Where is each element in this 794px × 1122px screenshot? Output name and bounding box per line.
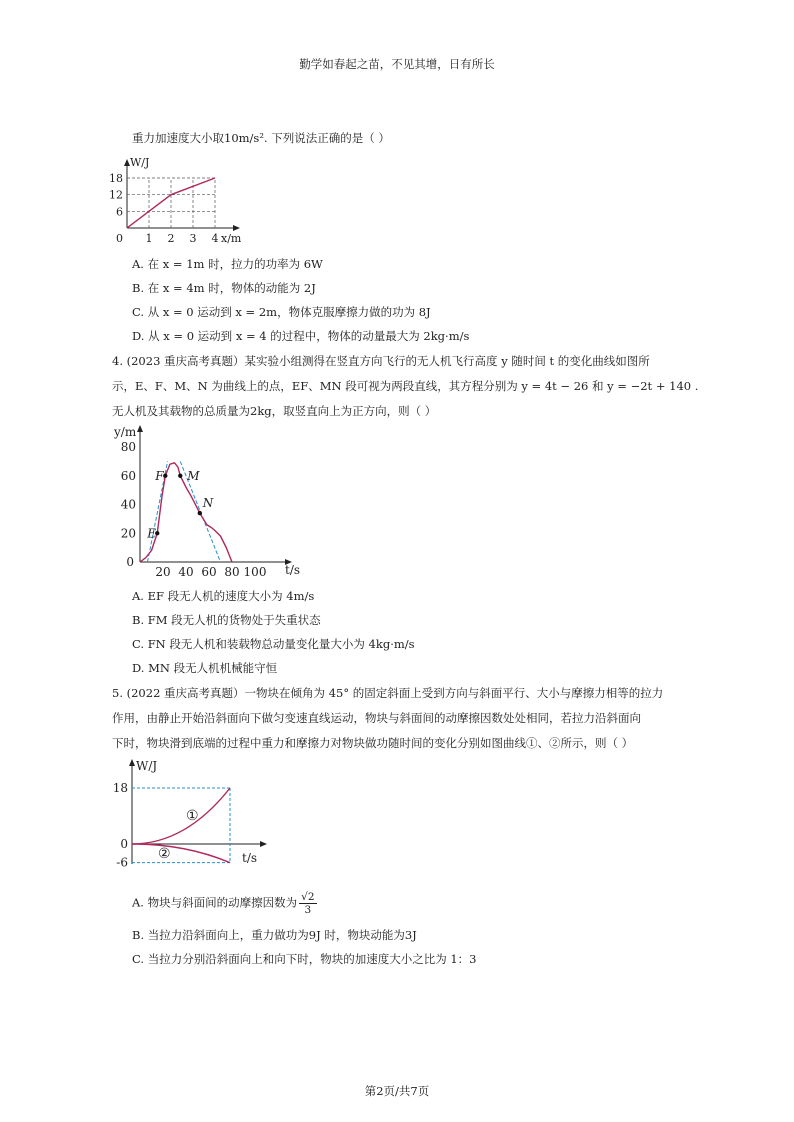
q3-stem-tail: 重力加速度大小取10m/s². 下列说法正确的是（ ） xyxy=(132,131,390,145)
q5-stem-line-1: 5. (2022 重庆高考真题）一物块在倾角为 45° 的固定斜面上受到方向与斜面平行、大小与摩擦力相等的拉力 xyxy=(112,686,664,700)
chart-1-x-tick: 2 xyxy=(167,232,175,245)
q3-option-a: A. 在 x = 1m 时，拉力的功率为 6W xyxy=(132,257,323,271)
chart-2-y-tick: 80 xyxy=(120,440,136,454)
chart-2-y-axis-arrow xyxy=(137,425,143,432)
chart-3 xyxy=(104,754,274,874)
q4-stem-line-3: 无人机及其载物的总质量为2kg，取竖直向上为正方向，则（ ） xyxy=(112,404,437,418)
fraction-numerator: √2 xyxy=(301,891,315,903)
chart-1-y-label: W/J xyxy=(130,156,150,169)
q4-option-b: B. FM 段无人机的货物处于失重状态 xyxy=(132,613,321,627)
chart-1-plot xyxy=(109,156,242,245)
chart-3-y-tick: -6 xyxy=(116,855,128,870)
chart-1-x-tick: 0 xyxy=(116,232,123,245)
chart-2-y-tick: 60 xyxy=(120,468,136,483)
q4-option-c: C. FN 段无人机和装载物总动量变化量大小为 4kg·m/s xyxy=(132,637,415,651)
chart-1-x-tick: 4 xyxy=(211,232,219,245)
chart-2-point xyxy=(163,474,167,478)
q3-option-d: D. 从 x = 0 运动到 x = 4 的过程中，物体的动量最大为 2kg·m/s xyxy=(132,329,470,343)
chart-1-x-label: x/m xyxy=(221,232,242,245)
q5-option-a xyxy=(132,891,317,916)
q5-option-a-text: A. 物块与斜面间的动摩擦因数为 xyxy=(132,895,298,910)
q4-option-d: D. MN 段无人机机械能守恒 xyxy=(132,661,278,675)
chart-2-point xyxy=(178,474,182,478)
chart-1-y-tick: 12 xyxy=(109,188,123,202)
chart-3-y-tick: 0 xyxy=(120,837,128,851)
chart-3-series-curve xyxy=(132,788,230,844)
chart-2 xyxy=(110,420,320,582)
chart-2-point-label: E xyxy=(147,526,157,541)
page-header: 勤学如春起之苗，不见其增，日有所长 xyxy=(299,57,495,71)
q5-option-a-fraction xyxy=(299,891,316,916)
chart-1-x-axis-arrow xyxy=(233,225,240,231)
q5-stem-line-2: 作用，由静止开始沿斜面向下做匀变速直线运动，物块与斜面间的动摩擦因数处处相同，若拉力沿斜面向 xyxy=(112,711,641,725)
chart-3-y-tick: 18 xyxy=(112,781,128,795)
chart-2-plot xyxy=(113,425,300,579)
chart-2-x-tick: 100 xyxy=(243,565,267,579)
chart-2-x-tick: 40 xyxy=(178,565,194,579)
chart-2-x-tick: 80 xyxy=(224,565,240,579)
q5-option-b: B. 当拉力沿斜面向上，重力做功为9J 时，物块动能为3J xyxy=(132,928,417,942)
chart-2-series-line xyxy=(140,463,232,562)
chart-2-y-tick: 40 xyxy=(120,497,136,512)
chart-2-point-label: M xyxy=(187,468,200,483)
q4-option-a: A. EF 段无人机的速度大小为 4m/s xyxy=(132,589,315,603)
chart-3-y-axis-arrow xyxy=(129,759,135,766)
q3-option-c: C. 从 x = 0 运动到 x = 2m，物体克服摩擦力做的功为 8J xyxy=(132,305,431,319)
q4-stem-line-2: 示，E、F、M、N 为曲线上的点，EF、MN 段可视为两段直线，其方程分别为 y = 4t − 26 和 y = −2t + 140 . xyxy=(112,379,699,393)
chart-3-x-label: t/s xyxy=(242,851,258,865)
chart-1 xyxy=(109,152,252,248)
chart-3-x-axis-arrow xyxy=(260,841,267,847)
chart-1-x-tick: 3 xyxy=(189,232,197,245)
chart-2-y-label: y/m xyxy=(114,425,137,439)
chart-3-series-label: ① xyxy=(186,808,199,824)
q4-stem-line-1: 4. (2023 重庆高考真题）某实验小组测得在竖直方向飞行的无人机飞行高度 y 随时间 t 的变化曲线如图所 xyxy=(112,354,650,368)
chart-3-series-curve xyxy=(132,844,230,863)
q3-option-b: B. 在 x = 4m 时，物体的动能为 2J xyxy=(132,281,316,295)
chart-2-x-tick: 20 xyxy=(155,565,171,579)
chart-1-y-tick: 6 xyxy=(116,205,123,219)
page-footer: 第2页/共7页 xyxy=(364,1084,430,1098)
chart-2-x-tick: 60 xyxy=(201,565,217,579)
chart-1-x-tick: 1 xyxy=(145,232,153,245)
chart-3-plot xyxy=(113,759,267,870)
chart-3-series-label: ② xyxy=(158,846,171,862)
chart-2-origin-label: 0 xyxy=(126,555,134,569)
chart-1-y-tick: 18 xyxy=(109,172,123,185)
chart-2-point xyxy=(198,511,202,515)
chart-3-y-label: W/J xyxy=(136,759,158,773)
chart-2-x-label: t/s xyxy=(285,563,301,577)
chart-2-y-tick: 20 xyxy=(120,526,136,541)
q5-stem-line-3: 下时，物块滑到底端的过程中重力和摩擦力对物块做功随时间的变化分别如图曲线①、②所示，则（ ） xyxy=(112,736,634,750)
fraction-denominator: 3 xyxy=(304,904,312,916)
q5-option-c: C. 当拉力分别沿斜面向上和向下时，物块的加速度大小之比为 1：3 xyxy=(132,952,477,966)
chart-2-point-label: N xyxy=(202,496,214,511)
chart-2-point-label: F xyxy=(155,468,164,483)
